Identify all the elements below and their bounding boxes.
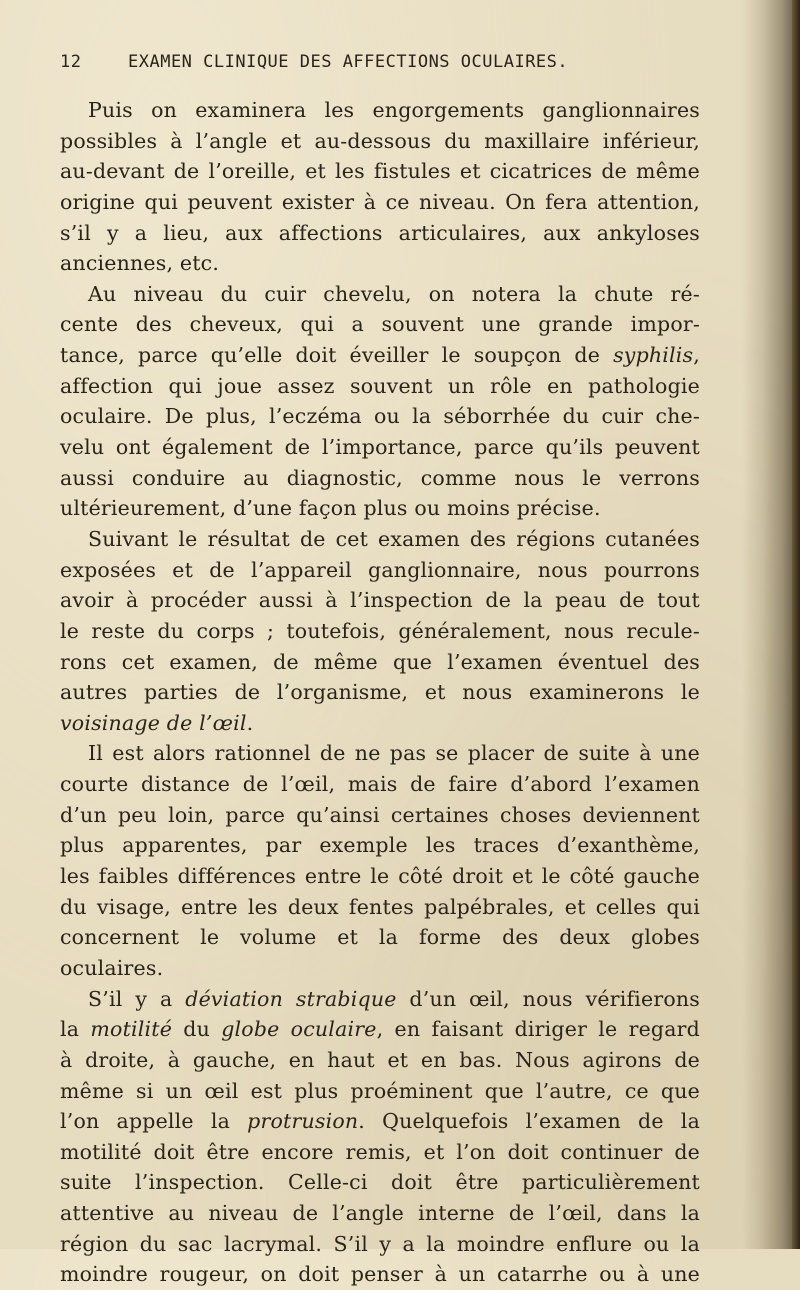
text-line <box>60 892 700 923</box>
text-segment: Au niveau du cuir chevelu, on notera la chute ré- <box>88 281 700 306</box>
text-line <box>60 401 700 432</box>
text-segment: ultérieurement, d’une façon plus ou moins précise. <box>60 496 601 521</box>
text-line <box>60 1167 700 1198</box>
italic-text: syphilis <box>613 343 694 368</box>
text-segment: autres parties de l’organisme, et nous examinerons le <box>60 680 700 705</box>
text-line <box>60 371 700 402</box>
text-segment: Il est alors rationnel de ne pas se placer de suite à une <box>88 741 700 766</box>
text-line <box>60 340 700 371</box>
text-segment: Suivant le résultat de cet examen des régions cutanées <box>88 526 700 551</box>
italic-text: protrusion <box>247 1109 359 1134</box>
text-segment: au-devant de l’oreille, et les fistules et cicatrices de même <box>60 159 700 184</box>
text-line <box>60 95 700 126</box>
text-line <box>60 1076 700 1107</box>
running-title: EXAMEN CLINIQUE DES AFFECTIONS OCULAIRES. <box>128 52 569 72</box>
text-segment: à droite, à gauche, en haut et en bas. Nous agirons de <box>60 1047 700 1072</box>
text-line <box>60 524 700 555</box>
text-line <box>60 279 700 310</box>
text-line <box>60 156 700 187</box>
text-segment: région du sac lacrymal. S’il y a la moindre enflure ou la <box>60 1231 700 1256</box>
text-segment: du <box>172 1017 222 1042</box>
text-line <box>60 769 700 800</box>
text-segment: le reste du corps ; toutefois, généralement, nous recule- <box>60 618 700 643</box>
text-segment: suite l’inspection. Celle-ci doit être particulièrement <box>60 1170 700 1195</box>
text-segment: s’il y a lieu, aux affections articulaires, aux ankyloses <box>60 220 700 245</box>
running-header <box>60 52 710 82</box>
text-line <box>60 616 700 647</box>
text-segment: du visage, entre les deux fentes palpébrales, et celles qui <box>60 894 700 919</box>
text-line <box>60 953 700 984</box>
text-line <box>60 126 700 157</box>
text-segment: d’un peu loin, parce qu’ainsi certaines choses deviennent <box>60 802 700 827</box>
text-segment: aussi conduire au diagnostic, comme nous le verrons <box>60 465 700 490</box>
text-line <box>60 309 700 340</box>
text-line <box>60 432 700 463</box>
body-text <box>60 95 700 1290</box>
text-line <box>60 861 700 892</box>
text-segment: . <box>246 710 254 735</box>
text-segment: courte distance de l’œil, mais de faire d’abord l’examen <box>60 772 700 797</box>
text-segment: oculaires. <box>60 955 164 980</box>
text-segment: concernent le volume et la forme des deux globes <box>60 925 700 950</box>
text-line <box>60 555 700 586</box>
text-line <box>60 830 700 861</box>
text-line <box>60 218 700 249</box>
text-line <box>60 463 700 494</box>
text-segment: velu ont également de l’importance, parce qu’ils peuvent <box>60 435 700 460</box>
text-line <box>60 647 700 678</box>
page-binding-edge <box>792 0 800 1249</box>
text-line <box>60 1137 700 1168</box>
text-segment: rons cet examen, de même que l’examen éventuel des <box>60 649 700 674</box>
text-segment: plus apparentes, par exemple les traces d’exanthème, <box>60 833 700 858</box>
text-line <box>60 1198 700 1229</box>
text-segment: moindre rougeur, on doit penser à un catarrhe ou à une <box>60 1262 700 1287</box>
text-segment: avoir à procéder aussi à l’inspection de la peau de tout <box>60 588 700 613</box>
text-segment: S’il y a <box>88 986 186 1011</box>
text-segment: . Quelquefois l’examen de la <box>358 1109 700 1134</box>
text-line <box>60 800 700 831</box>
text-line <box>60 708 700 739</box>
text-line <box>60 922 700 953</box>
text-segment: , <box>693 343 700 368</box>
text-segment: origine qui peuvent exister à ce niveau. On fera attention, <box>60 189 700 214</box>
text-segment: , en faisant diriger le regard <box>376 1017 700 1042</box>
text-segment: cente des cheveux, qui a souvent une grande impor- <box>60 312 700 337</box>
text-segment: Puis on examinera les engorgements ganglionnaires <box>88 98 700 122</box>
italic-text: globe oculaire <box>221 1017 377 1042</box>
text-line <box>60 187 700 218</box>
text-segment: exposées et de l’appareil ganglionnaire, nous pourrons <box>60 557 700 582</box>
text-line <box>60 1045 700 1076</box>
italic-text: motilité <box>90 1017 173 1042</box>
text-segment: les faibles différences entre le côté droit et le côté gauche <box>60 864 700 889</box>
text-segment: attentive au niveau de l’angle interne de l’œil, dans la <box>60 1201 700 1226</box>
italic-text: voisinage de l’œil <box>60 710 247 735</box>
text-line <box>60 738 700 769</box>
text-segment: affection qui joue assez souvent un rôle en pathologie <box>60 373 700 398</box>
text-line <box>60 248 700 279</box>
text-line <box>60 677 700 708</box>
text-line <box>60 1229 700 1260</box>
text-line <box>60 585 700 616</box>
text-segment: anciennes, etc. <box>60 251 220 276</box>
text-line <box>60 493 700 524</box>
text-segment: même si un œil est plus proéminent que l’autre, ce que <box>60 1078 700 1103</box>
page-number: 12 <box>60 52 82 72</box>
text-line <box>60 1259 700 1290</box>
text-segment: d’un œil, nous vérifierons <box>396 986 701 1011</box>
text-segment: la <box>60 1017 91 1042</box>
text-segment: possibles à l’angle et au-dessous du maxillaire inférieur, <box>60 128 700 153</box>
italic-text: déviation strabique <box>185 986 397 1011</box>
text-segment: tance, parce qu’elle doit éveiller le soupçon de <box>60 343 614 368</box>
text-segment: l’on appelle la <box>60 1109 248 1134</box>
text-line <box>60 984 700 1015</box>
text-segment: motilité doit être encore remis, et l’on doit continuer de <box>60 1139 700 1164</box>
text-line <box>60 1014 700 1045</box>
text-segment: oculaire. De plus, l’eczéma ou la séborrhée du cuir che- <box>60 404 700 429</box>
text-line <box>60 1106 700 1137</box>
